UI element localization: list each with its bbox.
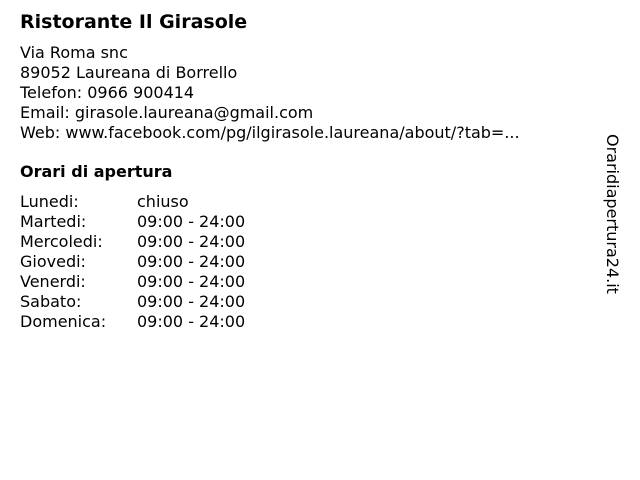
day-label: Venerdi:	[20, 272, 86, 291]
address-block	[20, 43, 600, 143]
business-name: Ristorante Il Girasole	[20, 11, 248, 33]
time-value: 09:00 - 24:00	[137, 232, 246, 251]
city-address: 89052 Laureana di Borrello	[20, 63, 238, 82]
day-label: Mercoledi:	[20, 232, 103, 251]
site-watermark: Oraridiapertura24.it	[603, 134, 622, 294]
time-value: 09:00 - 24:00	[137, 272, 246, 291]
business-card	[20, 10, 600, 332]
phone-number: Telefon: 0966 900414	[20, 83, 195, 102]
time-value: 09:00 - 24:00	[137, 252, 246, 271]
email-address: Email: girasole.laureana@gmail.com	[20, 103, 314, 122]
day-label: Lunedi:	[20, 192, 79, 211]
website-address: Web: www.facebook.com/pg/ilgirasole.laureana/about/?tab=...	[20, 123, 520, 142]
day-label: Sabato:	[20, 292, 82, 311]
day-label: Domenica:	[20, 312, 107, 331]
hours-row-sunday	[20, 312, 600, 332]
street-address: Via Roma snc	[20, 43, 128, 62]
hours-row-tuesday	[20, 212, 600, 232]
hours-row-saturday	[20, 292, 600, 312]
opening-hours-title: Orari di apertura	[20, 162, 173, 181]
day-label: Giovedi:	[20, 252, 86, 271]
day-label: Martedi:	[20, 212, 87, 231]
hours-row-monday	[20, 192, 600, 212]
opening-hours-table	[20, 192, 600, 332]
time-value: chiuso	[137, 192, 189, 211]
time-value: 09:00 - 24:00	[137, 212, 246, 231]
time-value: 09:00 - 24:00	[137, 292, 246, 311]
hours-row-friday	[20, 272, 600, 292]
hours-row-thursday	[20, 252, 600, 272]
time-value: 09:00 - 24:00	[137, 312, 246, 331]
hours-row-wednesday	[20, 232, 600, 252]
